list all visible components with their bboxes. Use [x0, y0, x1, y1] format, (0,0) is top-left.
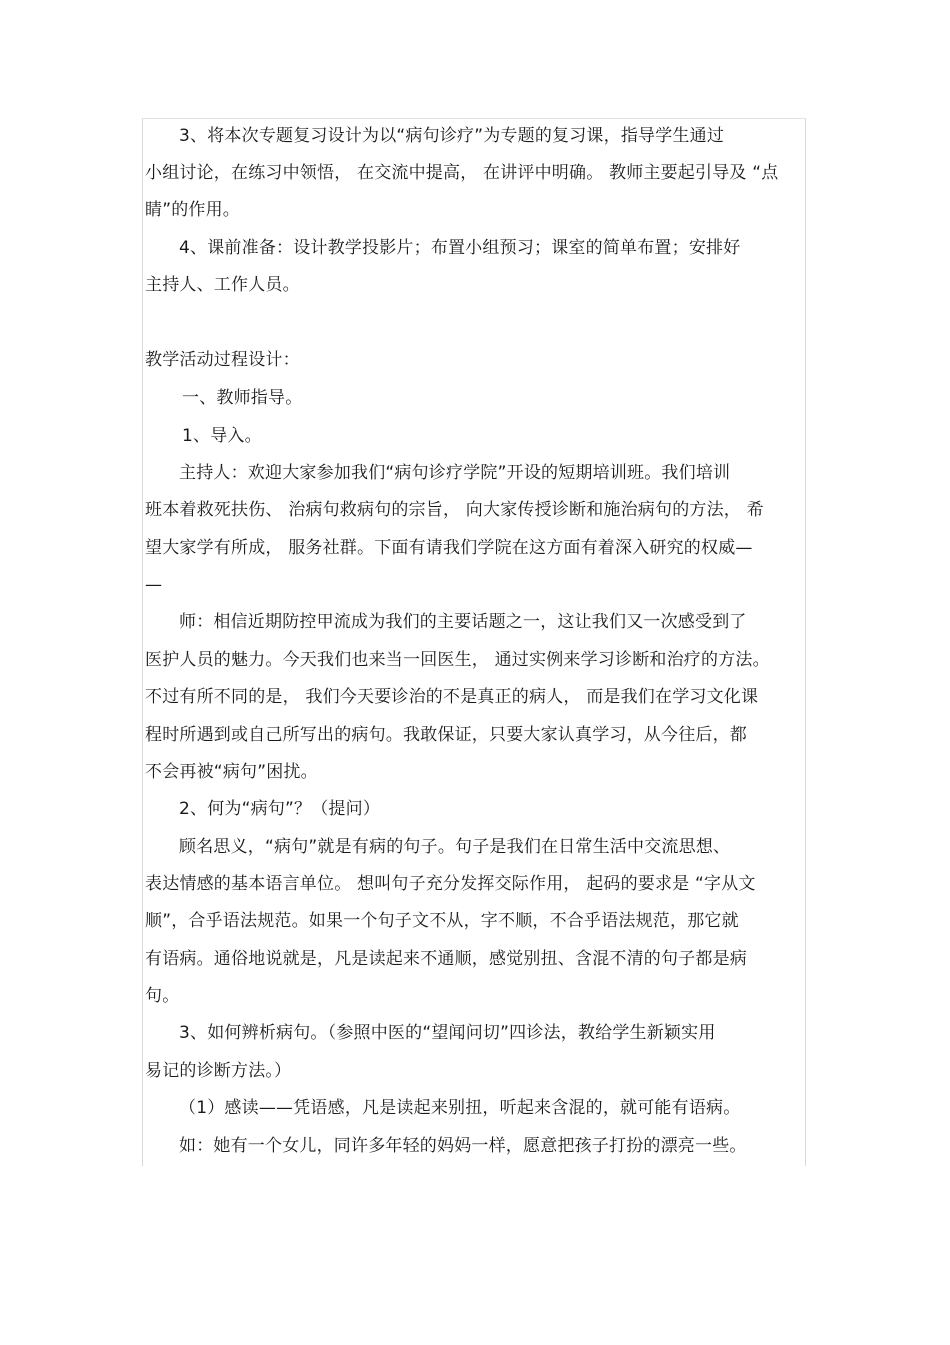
paragraph-line: —: [145, 575, 163, 595]
paragraph-line: 睛”的作用。: [145, 200, 241, 220]
paragraph-line: 表达情感的基本语言单位。 想叫句子充分发挥交际作用， 起码的要求是 “字从文: [145, 874, 756, 894]
paragraph-line: 主持人：欢迎大家参加我们“病句诊疗学院”开设的短期培训班。我们培训: [179, 463, 731, 483]
paragraph-line: 4、课前准备：设计教学投影片；布置小组预习；课室的简单布置；安排好: [179, 238, 741, 258]
paragraph-line: 顾名思义，“病句”就是有病的句子。句子是我们在日常生活中交流思想、: [179, 837, 731, 857]
paragraph-line: 有语病。通俗地说就是，凡是读起来不通顺，感觉别扭、含混不清的句子都是病: [145, 949, 747, 969]
paragraph-line: 顺”，合乎语法规范。如果一个句子文不从，字不顺，不合乎语法规范，那它就: [145, 911, 739, 931]
paragraph-line: 不会再被“病句”困扰。: [145, 762, 318, 782]
paragraph-line: （1）感读——凭语感，凡是读起来别扭，听起来含混的，就可能有语病。: [179, 1098, 741, 1118]
subsection-heading: 2、何为“病句”？（提问）: [179, 799, 381, 819]
paragraph-line: 如：她有一个女儿，同许多年轻的妈妈一样，愿意把孩子打扮的漂亮一些。: [179, 1136, 747, 1156]
paragraph-line: 医护人员的魅力。今天我们也来当一回医生， 通过实例来学习诊断和治疗的方法。: [145, 650, 770, 670]
subsection-heading: 3、如何辨析病句。（参照中医的“望闻问切”四诊法，教给学生新颖实用: [179, 1023, 716, 1043]
subsection-heading: 一、教师指导。: [182, 388, 303, 408]
paragraph-line: 班本着救死扶伤、 治病句救病句的宗旨， 向大家传授诊断和施治病句的方法， 希: [145, 500, 764, 520]
paragraph-line: 3、将本次专题复习设计为以“病句诊疗”为专题的复习课，指导学生通过: [179, 126, 725, 146]
section-heading: 教学活动过程设计：: [145, 350, 300, 370]
paragraph-line: 不过有所不同的是， 我们今天要诊治的不是真正的病人， 而是我们在学习文化课: [145, 687, 759, 707]
paragraph-line: 程时所遇到或自己所写出的病句。我敢保证，只要大家认真学习，从今往后，都: [145, 725, 747, 745]
paragraph-line: 小组讨论，在练习中领悟， 在交流中提高， 在讲评中明确。 教师主要起引导及 “点: [145, 163, 779, 183]
paragraph-line: 主持人、工作人员。: [145, 275, 300, 295]
paragraph-line: 易记的诊断方法。）: [145, 1061, 292, 1081]
paragraph-line: 师：相信近期防控甲流成为我们的主要话题之一，这让我们又一次感受到了: [179, 612, 747, 632]
paragraph-line: 望大家学有所成， 服务社群。下面有请我们学院在这方面有着深入研究的权威—: [145, 538, 753, 558]
subsection-heading: 1、导入。: [182, 426, 262, 446]
paragraph-line: 句。: [145, 986, 180, 1006]
